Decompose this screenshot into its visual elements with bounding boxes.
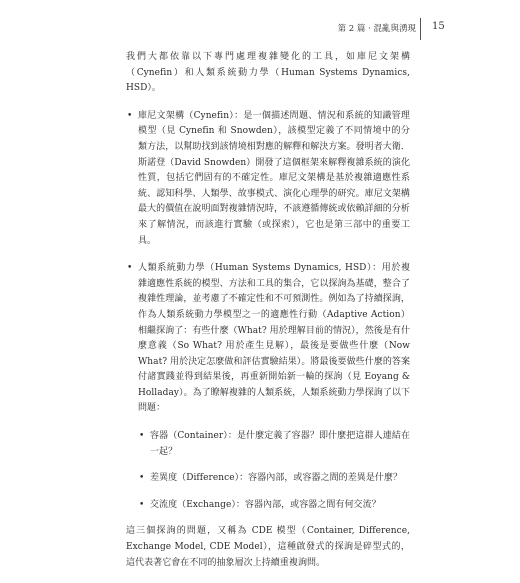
- bullet-icon: •: [127, 110, 133, 121]
- page-number: 15: [432, 21, 445, 32]
- bullet-icon: •: [139, 499, 145, 510]
- bullet-text: 庫尼文架構（Cynefin）：是一個描述問題、情況和系統的知識管理模型（見 Cynefin 和 Snowden），該模型定義了不同情境中的分類方法，以幫助找到該情境相對應的解釋和解決方案。發明者大衛．斯諾登（David Snowden）開發了這個框架來解釋複雜系統的演化性質，包括它們固有的不確定性。庫尼文架構是基於複雜適應性系統、認知科學、人類學、故事模式、演化心理學的研究。庫尼文架構最大的價值在說明面對複雜情況時，不該遵循傳統或依賴詳細的分析來了解情況，而該進行實驗（或探索），它也是第三部中的重要工具。: [138, 110, 410, 246]
- sub-item-text: 差異度（Difference）：容器內部，或容器之間的差異是什麼？: [150, 473, 403, 484]
- bullet-item-cynefin: [126, 109, 410, 249]
- sub-item-text: 容器（Container）：是什麼定義了容器？即什麼把這群人連結在一起？: [150, 431, 410, 457]
- running-header: [0, 16, 520, 40]
- bullet-item-hsd: [126, 261, 410, 417]
- bullet-icon: •: [127, 263, 133, 274]
- body-text: [126, 50, 410, 583]
- sub-item-exchange: [126, 498, 410, 514]
- chapter-title: 第 2 篇 · 混亂與湧現: [337, 24, 416, 34]
- bullet-icon: •: [139, 473, 145, 484]
- sub-item-container: [126, 429, 410, 460]
- bullet-icon: •: [139, 431, 145, 442]
- bullet-text: 人類系統動力學（Human Systems Dynamics, HSD）：用於複雜適應性系統的模型、方法和工具的集合，它以探詢為基礎，整合了複雜性理論，並考慮了不確定性和不可預測性。例如為了持續探詢，作為人類系統動力學模型之一的適應性行動（Adaptive Action）相繼探詢了：有些什麼（What? 用於理解目前的情況），然後是有什麼意義（So What? 用於產生見解），最後是要做些什麼（Now What? 用於決定怎麼做和評估實驗結果）。將最後要做些什麼的答案付諸實踐並得到結果後，再重新開始新一輪的探詢（見 Eoyang & Holladay）。為了瞭解複雜的人類系統，人類系統動力學探詢了以下問題：: [138, 263, 410, 414]
- header-divider: [420, 18, 421, 40]
- sub-item-text: 交流度（Exchange）：容器內部，或容器之間有何交流？: [150, 499, 381, 510]
- sub-item-difference: [126, 471, 410, 487]
- closing-paragraph: 這三個探詢的問題，又稱為 CDE 模型（Container, Difference, Exchange Model, CDE Model），這種啟發式的探詢是碎型式的，這代表著它會在不同的抽象層次上持續重複詢問。: [126, 526, 410, 568]
- intro-paragraph: 我們大都依靠以下專門處理複雜變化的工具，如庫尼文架構（Cynefin）和人類系統動力學（Human Systems Dynamics, HSD）。: [126, 52, 410, 94]
